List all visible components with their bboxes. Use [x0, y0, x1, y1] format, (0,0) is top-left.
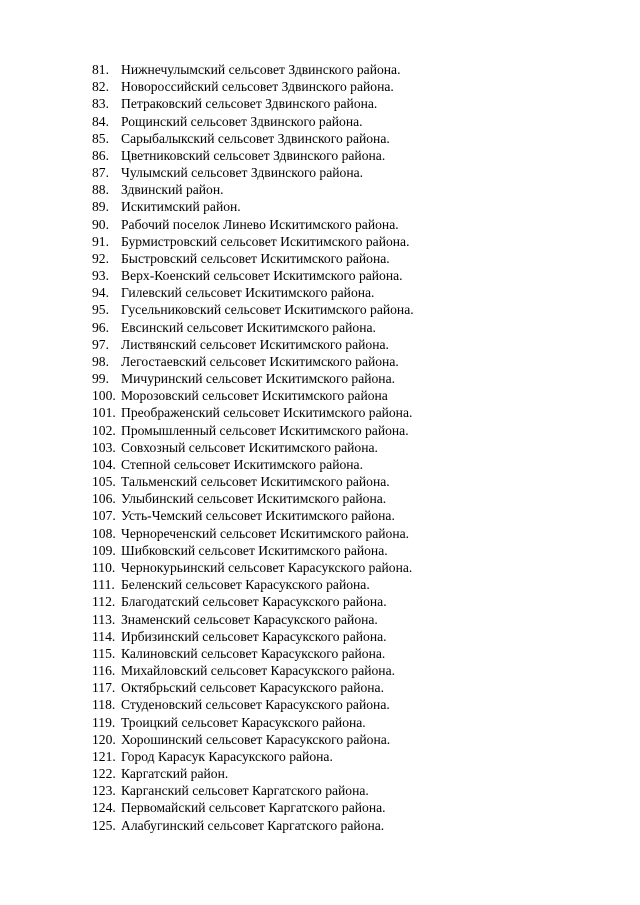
- list-item: [92, 198, 612, 215]
- item-text: Ирбизинский сельсовет Карасукского района.: [121, 628, 387, 644]
- item-text: Студеновский сельсовет Карасукского района.: [121, 697, 390, 713]
- item-number: 125.: [92, 817, 116, 833]
- item-text: Благодатский сельсовет Карасукского района.: [121, 594, 387, 610]
- item-number: 113.: [92, 611, 116, 627]
- item-number: 121.: [92, 748, 116, 764]
- list-item: [92, 559, 612, 576]
- list-item: [92, 799, 612, 816]
- list-item: [92, 507, 612, 524]
- item-text: Новороссийский сельсовет Здвинского района.: [121, 79, 394, 95]
- list-item: [92, 645, 612, 662]
- item-number: 111.: [92, 577, 115, 593]
- item-number: 106.: [92, 491, 116, 507]
- item-text: Бурмистровский сельсовет Искитимского района.: [121, 233, 410, 249]
- list-item: [92, 336, 612, 353]
- item-text: Знаменский сельсовет Карасукского района.: [121, 611, 378, 627]
- item-text: Калиновский сельсовет Карасукского района.: [121, 645, 386, 661]
- item-number: 104.: [92, 456, 116, 472]
- item-number: 103.: [92, 439, 116, 455]
- list-item: [92, 748, 612, 765]
- item-number: 85.: [92, 130, 109, 146]
- list-item: [92, 679, 612, 696]
- item-number: 105.: [92, 474, 116, 490]
- list-item: [92, 113, 612, 130]
- item-number: 94.: [92, 285, 109, 301]
- list-item: [92, 95, 612, 112]
- item-number: 114.: [92, 628, 116, 644]
- item-number: 93.: [92, 268, 109, 284]
- item-number: 86.: [92, 147, 109, 163]
- item-text: Улыбинский сельсовет Искитимского района.: [121, 491, 387, 507]
- item-text: Нижнечулымский сельсовет Здвинского района.: [121, 62, 401, 77]
- list-item: [92, 284, 612, 301]
- list-item: [92, 319, 612, 336]
- item-text: Рощинский сельсовет Здвинского района.: [121, 113, 363, 129]
- item-text: Совхозный сельсовет Искитимского района.: [121, 439, 378, 455]
- item-number: 88.: [92, 182, 109, 198]
- item-text: Гусельниковский сельсовет Искитимского района.: [121, 302, 414, 318]
- list-item: [92, 267, 612, 284]
- item-text: Чернокурьинский сельсовет Карасукского района.: [121, 559, 413, 575]
- list-item: [92, 353, 612, 370]
- list-item: [92, 456, 612, 473]
- list-item: [92, 130, 612, 147]
- item-text: Карганский сельсовет Каргатского района.: [121, 783, 369, 799]
- item-number: 108.: [92, 525, 116, 541]
- item-number: 90.: [92, 216, 109, 232]
- item-text: Промышленный сельсовет Искитимского района.: [121, 422, 409, 438]
- item-text: Рабочий поселок Линево Искитимского района.: [121, 216, 399, 232]
- list-item: [92, 593, 612, 610]
- item-text: Быстровский сельсовет Искитимского района.: [121, 250, 390, 266]
- item-text: Хорошинский сельсовет Карасукского района.: [121, 731, 391, 747]
- item-text: Каргатский район.: [121, 766, 229, 782]
- item-text: Алабугинский сельсовет Каргатского района.: [121, 817, 385, 833]
- item-text: Чернореченский сельсовет Искитимского района.: [121, 525, 410, 541]
- list-item: [92, 78, 612, 95]
- numbered-list: [92, 61, 612, 834]
- item-number: 89.: [92, 199, 109, 215]
- item-number: 97.: [92, 336, 109, 352]
- list-item: [92, 731, 612, 748]
- list-item: [92, 181, 612, 198]
- list-item: [92, 301, 612, 318]
- item-number: 81.: [92, 62, 109, 77]
- list-item: [92, 696, 612, 713]
- item-number: 122.: [92, 766, 116, 782]
- item-number: 124.: [92, 800, 116, 816]
- item-number: 98.: [92, 353, 109, 369]
- item-text: Первомайский сельсовет Каргатского района.: [121, 800, 386, 816]
- item-text: Петраковский сельсовет Здвинского района.: [121, 96, 378, 112]
- item-number: 117.: [92, 680, 116, 696]
- item-number: 118.: [92, 697, 116, 713]
- list-item: [92, 422, 612, 439]
- item-number: 120.: [92, 731, 116, 747]
- item-number: 96.: [92, 319, 109, 335]
- item-number: 101.: [92, 405, 116, 421]
- list-item: [92, 164, 612, 181]
- item-text: Сарыбалыкский сельсовет Здвинского района.: [121, 130, 390, 146]
- item-number: 109.: [92, 542, 116, 558]
- item-text: Шибковский сельсовет Искитимского района.: [121, 542, 388, 558]
- item-number: 102.: [92, 422, 116, 438]
- item-text: Октябрьский сельсовет Карасукского района.: [121, 680, 384, 696]
- item-number: 116.: [92, 663, 116, 679]
- item-number: 115.: [92, 645, 116, 661]
- item-text: Евсинский сельсовет Искитимского района.: [121, 319, 376, 335]
- list-item: [92, 817, 612, 834]
- list-item: [92, 473, 612, 490]
- item-text: Искитимский район.: [121, 199, 241, 215]
- list-item: [92, 233, 612, 250]
- item-text: Легостаевский сельсовет Искитимского района.: [121, 353, 399, 369]
- list-item: [92, 628, 612, 645]
- item-text: Цветниковский сельсовет Здвинского района.: [121, 147, 386, 163]
- list-item: [92, 714, 612, 731]
- list-item: [92, 387, 612, 404]
- item-number: 119.: [92, 714, 116, 730]
- list-item: [92, 250, 612, 267]
- list-item: [92, 147, 612, 164]
- list-item: [92, 370, 612, 387]
- list-item: [92, 542, 612, 559]
- item-text: Беленский сельсовет Карасукского района.: [121, 577, 370, 593]
- item-text: Листвянский сельсовет Искитимского района.: [121, 336, 389, 352]
- item-number: 83.: [92, 96, 109, 112]
- list-item: [92, 525, 612, 542]
- list-item: [92, 216, 612, 233]
- list-item: [92, 662, 612, 679]
- item-number: 110.: [92, 559, 116, 575]
- list-item: [92, 439, 612, 456]
- item-number: 99.: [92, 371, 109, 387]
- item-text: Здвинский район.: [121, 182, 224, 198]
- item-text: Тальменский сельсовет Искитимского района.: [121, 474, 390, 490]
- list-item: [92, 61, 612, 78]
- item-text: Чулымский сельсовет Здвинского района.: [121, 165, 364, 181]
- item-number: 112.: [92, 594, 116, 610]
- list-item: [92, 765, 612, 782]
- item-text: Город Карасук Карасукского района.: [121, 748, 333, 764]
- item-number: 95.: [92, 302, 109, 318]
- list-item: [92, 782, 612, 799]
- list-item: [92, 576, 612, 593]
- list-item: [92, 404, 612, 421]
- item-number: 84.: [92, 113, 109, 129]
- item-text: Мичуринский сельсовет Искитимского района.: [121, 371, 396, 387]
- item-number: 107.: [92, 508, 116, 524]
- item-text: Верх-Коенский сельсовет Искитимского района.: [121, 268, 403, 284]
- item-number: 87.: [92, 165, 109, 181]
- item-number: 82.: [92, 79, 109, 95]
- item-text: Гилевский сельсовет Искитимского района.: [121, 285, 375, 301]
- item-text: Усть-Чемский сельсовет Искитимского района.: [121, 508, 395, 524]
- item-text: Морозовский сельсовет Искитимского района: [121, 388, 388, 404]
- item-number: 123.: [92, 783, 116, 799]
- item-text: Преображенский сельсовет Искитимского района.: [121, 405, 413, 421]
- item-number: 91.: [92, 233, 109, 249]
- list-item: [92, 611, 612, 628]
- item-text: Степной сельсовет Искитимского района.: [121, 456, 363, 472]
- item-number: 92.: [92, 250, 109, 266]
- item-number: 100.: [92, 388, 116, 404]
- list-item: [92, 490, 612, 507]
- item-text: Михайловский сельсовет Карасукского района.: [121, 663, 396, 679]
- item-text: Троицкий сельсовет Карасукского района.: [121, 714, 366, 730]
